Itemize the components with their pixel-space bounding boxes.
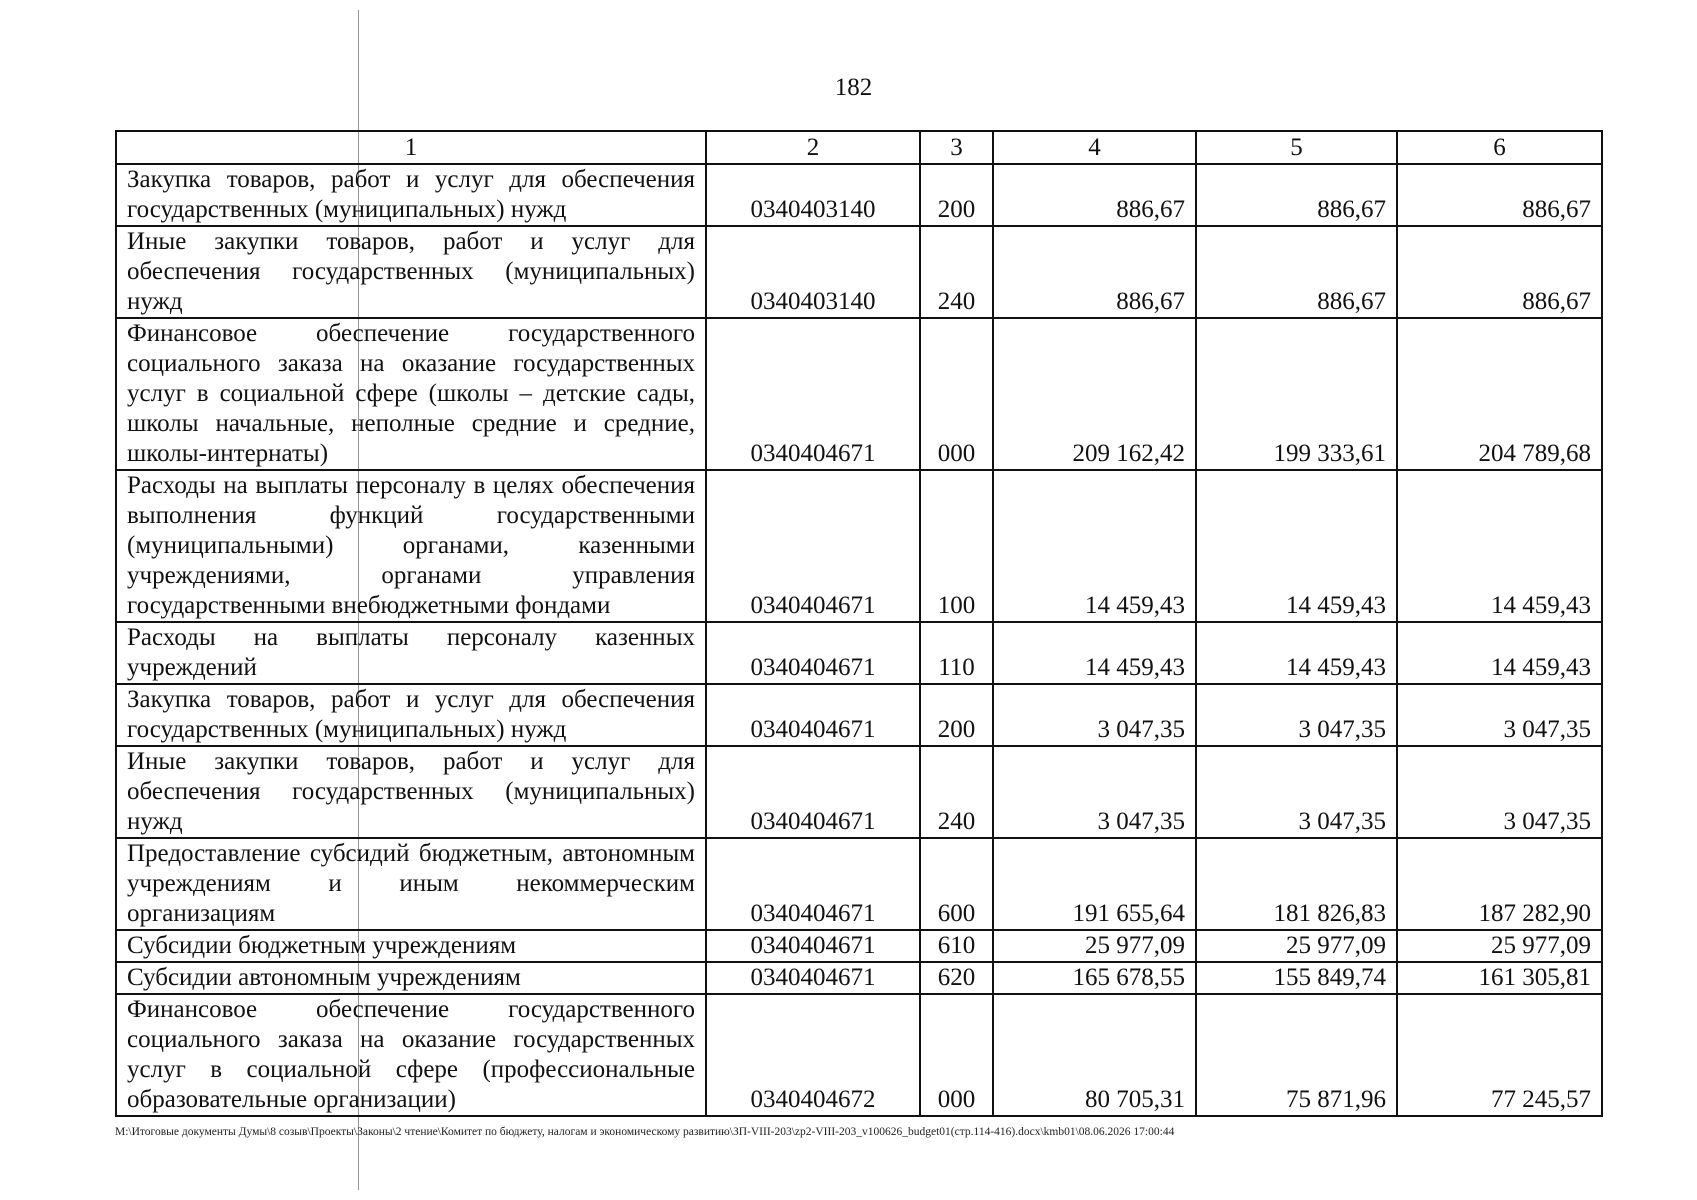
row-type: 200 bbox=[920, 684, 993, 746]
column-header-5: 5 bbox=[1196, 131, 1397, 164]
row-value-5: 155 849,74 bbox=[1196, 962, 1397, 994]
table-row bbox=[116, 684, 1602, 746]
row-value-4: 191 655,64 bbox=[993, 838, 1196, 930]
table-row bbox=[116, 930, 1602, 962]
table-row bbox=[116, 318, 1602, 470]
page-number: 182 bbox=[834, 74, 873, 101]
table-row bbox=[116, 746, 1602, 838]
row-value-4: 25 977,09 bbox=[993, 930, 1196, 962]
table-row bbox=[116, 994, 1602, 1116]
row-code: 0340404672 bbox=[706, 994, 920, 1116]
row-value-5: 3 047,35 bbox=[1196, 684, 1397, 746]
row-value-5: 3 047,35 bbox=[1196, 746, 1397, 838]
row-code: 0340404671 bbox=[706, 470, 920, 622]
row-code: 0340404671 bbox=[706, 838, 920, 930]
row-value-6: 77 245,57 bbox=[1397, 994, 1602, 1116]
row-value-6: 3 047,35 bbox=[1397, 746, 1602, 838]
row-name: Финансовое обеспечение государственного социального заказа на оказание государственных услуг в социальной сфере (школы – детские сады, школы начальные, неполные средние и средние, школы-интернаты) bbox=[116, 318, 706, 470]
table-row bbox=[116, 164, 1602, 226]
column-header-1: 1 bbox=[116, 131, 706, 164]
row-value-4: 209 162,42 bbox=[993, 318, 1196, 470]
row-name: Иные закупки товаров, работ и услуг для обеспечения государственных (муниципальных) нужд bbox=[116, 746, 706, 838]
footer-file-path: M:\Итоговые документы Думы\8 созыв\Проекты\Законы\2 чтение\Комитет по бюджету, налогам и экономическому развитию\ЗП-VIII-203\zp2-VIII-203_v100626_budget01(стр.114-416).docx\kmb01\08.06.2026 17:00:44 bbox=[115, 1126, 1175, 1138]
row-value-6: 886,67 bbox=[1397, 164, 1602, 226]
row-name: Финансовое обеспечение государственного социального заказа на оказание государственных услуг в социальной сфере (профессиональные образовательные организации) bbox=[116, 994, 706, 1116]
row-value-6: 187 282,90 bbox=[1397, 838, 1602, 930]
row-value-4: 3 047,35 bbox=[993, 684, 1196, 746]
row-value-6: 886,67 bbox=[1397, 226, 1602, 318]
budget-table bbox=[115, 130, 1603, 1117]
row-code: 0340404671 bbox=[706, 930, 920, 962]
row-name: Закупка товаров, работ и услуг для обеспечения государственных (муниципальных) нужд bbox=[116, 684, 706, 746]
row-value-5: 199 333,61 bbox=[1196, 318, 1397, 470]
row-value-6: 25 977,09 bbox=[1397, 930, 1602, 962]
row-value-4: 80 705,31 bbox=[993, 994, 1196, 1116]
row-value-6: 161 305,81 bbox=[1397, 962, 1602, 994]
row-type: 000 bbox=[920, 318, 993, 470]
row-value-6: 14 459,43 bbox=[1397, 470, 1602, 622]
row-value-5: 14 459,43 bbox=[1196, 470, 1397, 622]
row-value-4: 14 459,43 bbox=[993, 470, 1196, 622]
row-value-6: 3 047,35 bbox=[1397, 684, 1602, 746]
row-type: 240 bbox=[920, 746, 993, 838]
row-value-4: 886,67 bbox=[993, 226, 1196, 318]
table-header-row bbox=[116, 131, 1602, 164]
row-type: 100 bbox=[920, 470, 993, 622]
row-value-5: 181 826,83 bbox=[1196, 838, 1397, 930]
row-code: 0340403140 bbox=[706, 226, 920, 318]
row-value-5: 886,67 bbox=[1196, 226, 1397, 318]
row-value-5: 14 459,43 bbox=[1196, 622, 1397, 684]
row-type: 240 bbox=[920, 226, 993, 318]
column-header-4: 4 bbox=[993, 131, 1196, 164]
row-code: 0340404671 bbox=[706, 746, 920, 838]
row-name: Субсидии автономным учреждениям bbox=[116, 962, 706, 994]
row-type: 110 bbox=[920, 622, 993, 684]
table-row bbox=[116, 470, 1602, 622]
table-row bbox=[116, 962, 1602, 994]
row-code: 0340404671 bbox=[706, 318, 920, 470]
table-row bbox=[116, 226, 1602, 318]
column-header-6: 6 bbox=[1397, 131, 1602, 164]
table-row bbox=[116, 838, 1602, 930]
row-code: 0340403140 bbox=[706, 164, 920, 226]
column-header-3: 3 bbox=[920, 131, 993, 164]
row-name: Расходы на выплаты персоналу в целях обеспечения выполнения функций государственными (муниципальными) органами, казенными учреждениями, органами управления государственными внебюджетными фондами bbox=[116, 470, 706, 622]
row-type: 600 bbox=[920, 838, 993, 930]
row-value-4: 14 459,43 bbox=[993, 622, 1196, 684]
row-value-4: 886,67 bbox=[993, 164, 1196, 226]
row-value-4: 3 047,35 bbox=[993, 746, 1196, 838]
row-type: 200 bbox=[920, 164, 993, 226]
table-row bbox=[116, 622, 1602, 684]
row-type: 620 bbox=[920, 962, 993, 994]
row-value-6: 204 789,68 bbox=[1397, 318, 1602, 470]
row-code: 0340404671 bbox=[706, 962, 920, 994]
row-name: Расходы на выплаты персоналу казенных учреждений bbox=[116, 622, 706, 684]
row-code: 0340404671 bbox=[706, 684, 920, 746]
row-name: Закупка товаров, работ и услуг для обеспечения государственных (муниципальных) нужд bbox=[116, 164, 706, 226]
row-code: 0340404671 bbox=[706, 622, 920, 684]
column-header-2: 2 bbox=[706, 131, 920, 164]
row-value-5: 886,67 bbox=[1196, 164, 1397, 226]
row-type: 000 bbox=[920, 994, 993, 1116]
row-value-5: 25 977,09 bbox=[1196, 930, 1397, 962]
row-name: Субсидии бюджетным учреждениям bbox=[116, 930, 706, 962]
row-value-6: 14 459,43 bbox=[1397, 622, 1602, 684]
row-name: Предоставление субсидий бюджетным, автономным учреждениям и иным некоммерческим организациям bbox=[116, 838, 706, 930]
row-value-4: 165 678,55 bbox=[993, 962, 1196, 994]
row-name: Иные закупки товаров, работ и услуг для обеспечения государственных (муниципальных) нужд bbox=[116, 226, 706, 318]
row-type: 610 bbox=[920, 930, 993, 962]
row-value-5: 75 871,96 bbox=[1196, 994, 1397, 1116]
